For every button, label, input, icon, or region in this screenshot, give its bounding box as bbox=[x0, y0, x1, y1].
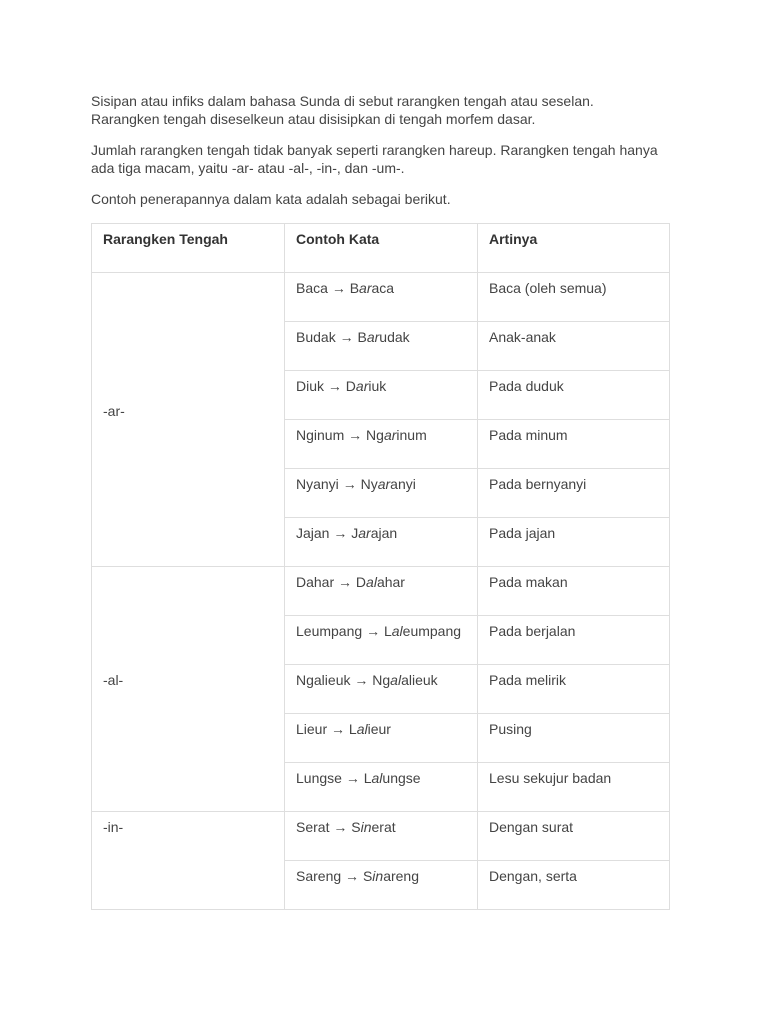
derived-word bbox=[351, 525, 397, 541]
example-word-cell bbox=[285, 371, 478, 420]
derived-word-infix: ar bbox=[359, 280, 372, 296]
arrow-symbol: → bbox=[327, 378, 342, 394]
infix-table bbox=[91, 223, 670, 910]
infix-cell-in: -in- bbox=[92, 812, 285, 910]
example-word-cell bbox=[285, 518, 478, 567]
derived-word bbox=[361, 476, 416, 492]
arrow-symbol: → bbox=[348, 427, 363, 443]
meaning-cell: Pada melirik bbox=[478, 665, 670, 714]
infix-cell-al: -al- bbox=[92, 567, 285, 812]
derived-word-start: B bbox=[357, 329, 367, 345]
meaning-cell: Dengan surat bbox=[478, 812, 670, 861]
arrow-symbol: → bbox=[331, 721, 346, 737]
derived-word-start: B bbox=[349, 280, 360, 296]
example-word-cell bbox=[285, 714, 478, 763]
paragraph-example-intro bbox=[91, 190, 670, 208]
derived-word bbox=[350, 280, 394, 296]
arrow-symbol: → bbox=[331, 280, 346, 296]
derived-word-end: udak bbox=[379, 329, 410, 345]
derived-word bbox=[356, 574, 405, 590]
example-word-cell bbox=[285, 322, 478, 371]
table-head bbox=[92, 224, 670, 273]
table-row bbox=[92, 273, 670, 322]
derived-word-infix: al bbox=[366, 574, 377, 590]
derived-word-start: L bbox=[363, 770, 372, 786]
derived-word bbox=[363, 868, 419, 884]
derived-word bbox=[349, 721, 391, 737]
base-word: Jajan bbox=[296, 525, 330, 541]
meaning-cell: Pada berjalan bbox=[478, 616, 670, 665]
derived-word-start: D bbox=[355, 574, 367, 590]
meaning-cell: Lesu sekujur badan bbox=[478, 763, 670, 812]
derived-word-end: aca bbox=[371, 280, 395, 296]
arrow-symbol: → bbox=[366, 623, 381, 639]
table-row bbox=[92, 812, 670, 861]
base-word: Lungse bbox=[296, 770, 342, 786]
meaning-cell: Anak-anak bbox=[478, 322, 670, 371]
derived-word-infix: ar bbox=[366, 329, 380, 345]
meaning-cell: Pada jajan bbox=[478, 518, 670, 567]
arrow-symbol: → bbox=[354, 672, 369, 688]
derived-word-infix: al bbox=[390, 672, 402, 688]
document-body bbox=[91, 92, 670, 910]
example-word-cell bbox=[285, 469, 478, 518]
base-word: Ngalieuk bbox=[296, 672, 351, 688]
meaning-cell: Pada makan bbox=[478, 567, 670, 616]
meaning-cell: Baca (oleh semua) bbox=[478, 273, 670, 322]
base-word: Dahar bbox=[296, 574, 335, 590]
arrow-symbol: → bbox=[333, 525, 348, 541]
derived-word bbox=[351, 819, 395, 835]
derived-word bbox=[372, 672, 437, 688]
meaning-cell: Dengan, serta bbox=[478, 861, 670, 910]
derived-word-infix: in bbox=[372, 868, 384, 884]
arrow-symbol: → bbox=[345, 770, 360, 786]
derived-word-end: ungse bbox=[382, 770, 421, 786]
derived-word-start: D bbox=[345, 378, 356, 394]
derived-word-end: erat bbox=[371, 819, 396, 835]
derived-word-end: areng bbox=[383, 868, 419, 884]
example-word-cell bbox=[285, 812, 478, 861]
derived-word-end: ajan bbox=[370, 525, 398, 541]
table-row bbox=[92, 567, 670, 616]
derived-word-infix: al bbox=[356, 721, 368, 737]
paragraph-line: Jumlah rarangken tengah tidak banyak seperti rarangken hareup. Rarangken tengah hanya bbox=[91, 142, 658, 158]
paragraph-intro bbox=[91, 92, 670, 128]
derived-word bbox=[364, 770, 421, 786]
meaning-cell: Pada minum bbox=[478, 420, 670, 469]
derived-word-infix: in bbox=[360, 819, 372, 835]
paragraph-line: Contoh penerapannya dalam kata adalah sebagai berikut. bbox=[91, 191, 451, 207]
derived-word-start: L bbox=[383, 623, 392, 639]
derived-word-end: anyi bbox=[390, 476, 416, 492]
derived-word-infix: al bbox=[391, 623, 403, 639]
meaning-cell: Pada bernyanyi bbox=[478, 469, 670, 518]
base-word: Diuk bbox=[296, 378, 325, 394]
arrow-symbol: → bbox=[342, 476, 357, 492]
paragraph-line: Sisipan atau infiks dalam bahasa Sunda di sebut rarangken tengah atau seselan. bbox=[91, 93, 594, 109]
arrow-symbol: → bbox=[333, 819, 348, 835]
paragraph-count bbox=[91, 141, 670, 177]
derived-word bbox=[357, 329, 409, 345]
paragraph-line: ada tiga macam, yaitu -ar- atau -al-, -in-, dan -um-. bbox=[91, 160, 405, 176]
base-word: Nginum bbox=[296, 427, 345, 443]
derived-word-end: eumpang bbox=[402, 623, 462, 639]
base-word: Lieur bbox=[296, 721, 328, 737]
derived-word-start: Ny bbox=[360, 476, 378, 492]
example-word-cell bbox=[285, 420, 478, 469]
derived-word bbox=[346, 378, 386, 394]
example-word-cell bbox=[285, 567, 478, 616]
example-word-cell bbox=[285, 273, 478, 322]
arrow-symbol: → bbox=[339, 329, 354, 345]
meaning-cell: Pusing bbox=[478, 714, 670, 763]
derived-word-end: alieuk bbox=[401, 672, 438, 688]
derived-word-start: L bbox=[348, 721, 357, 737]
derived-word-end: ieur bbox=[367, 721, 391, 737]
example-word-cell bbox=[285, 861, 478, 910]
example-word-cell bbox=[285, 616, 478, 665]
derived-word-infix: al bbox=[371, 770, 383, 786]
paragraph-line: Rarangken tengah diseselkeun atau disisipkan di tengah morfem dasar. bbox=[91, 111, 536, 127]
derived-word-infix: ar bbox=[377, 476, 391, 492]
column-header-artinya: Artinya bbox=[478, 224, 670, 273]
base-word: Nyanyi bbox=[296, 476, 339, 492]
base-word: Leumpang bbox=[296, 623, 363, 639]
derived-word bbox=[384, 623, 461, 639]
base-word: Baca bbox=[296, 280, 328, 296]
example-word-cell bbox=[285, 665, 478, 714]
derived-word-start: S bbox=[351, 819, 361, 835]
derived-word-infix: ar bbox=[383, 427, 397, 443]
column-header-rarangken-tengah: Rarangken Tengah bbox=[92, 224, 285, 273]
derived-word bbox=[366, 427, 427, 443]
example-word-cell bbox=[285, 763, 478, 812]
derived-word-end: iuk bbox=[368, 378, 387, 394]
table-body bbox=[92, 273, 670, 910]
derived-word-start: Ng bbox=[366, 427, 384, 443]
derived-word-start: S bbox=[362, 868, 373, 884]
derived-word-end: ahar bbox=[376, 574, 405, 590]
base-word: Budak bbox=[296, 329, 336, 345]
derived-word-infix: ar bbox=[355, 378, 369, 394]
arrow-symbol: → bbox=[345, 868, 360, 884]
base-word: Serat bbox=[296, 819, 330, 835]
column-header-contoh-kata: Contoh Kata bbox=[285, 224, 478, 273]
derived-word-start: J bbox=[351, 525, 359, 541]
infix-cell-ar: -ar- bbox=[92, 273, 285, 567]
table-header-row bbox=[92, 224, 670, 273]
derived-word-start: Ng bbox=[372, 672, 391, 688]
meaning-cell: Pada duduk bbox=[478, 371, 670, 420]
arrow-symbol: → bbox=[338, 574, 353, 590]
base-word: Sareng bbox=[296, 868, 342, 884]
derived-word-infix: ar bbox=[358, 525, 371, 541]
derived-word-end: inum bbox=[396, 427, 427, 443]
